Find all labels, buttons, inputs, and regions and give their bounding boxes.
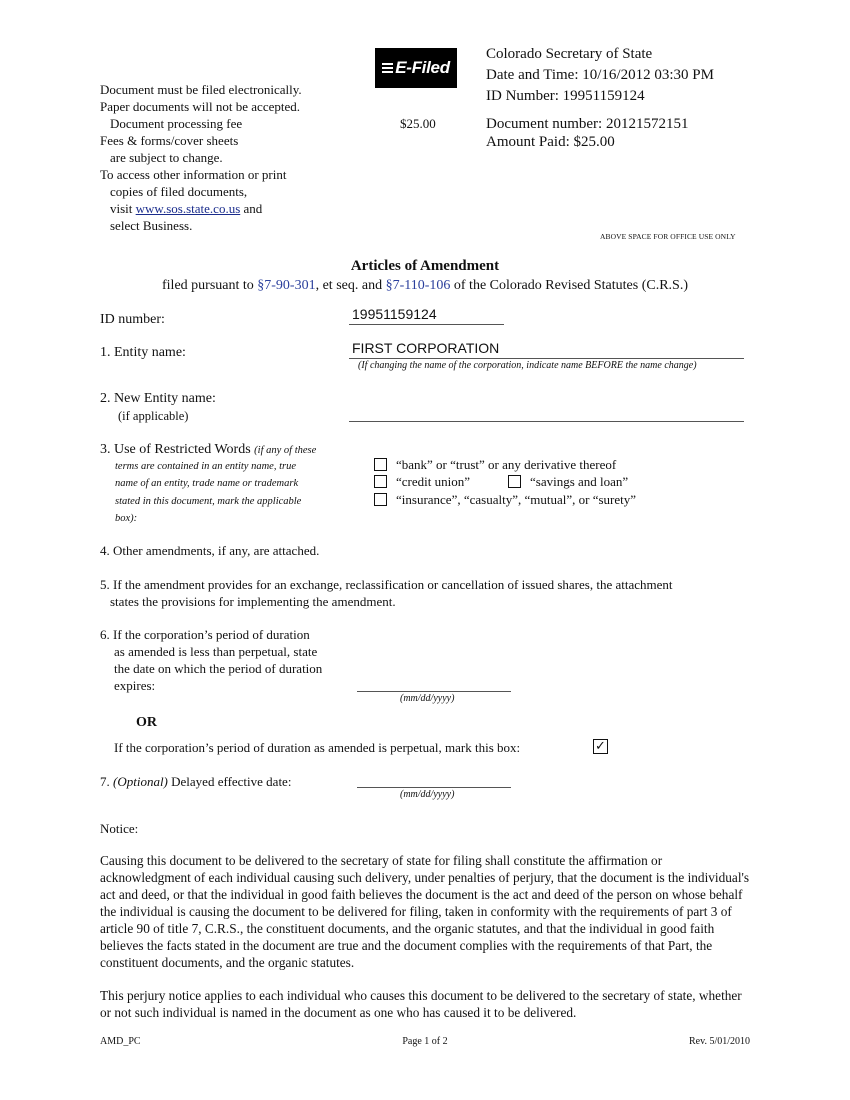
delayed-date-field[interactable]: [357, 787, 511, 788]
item-6-line-3: the date on which the period of duration: [114, 661, 323, 676]
new-entity-name-field[interactable]: [349, 421, 744, 422]
item-4-text: 4. Other amendments, if any, are attached.: [100, 543, 320, 558]
restricted-note-4: box):: [115, 512, 138, 524]
access-info-4: select Business.: [110, 218, 193, 233]
restricted-words-label: [100, 441, 316, 459]
logo-stripes-icon: [382, 63, 393, 73]
insurance-checkbox[interactable]: [374, 493, 387, 506]
bank-trust-checkbox[interactable]: [374, 458, 387, 471]
office-use-notice: ABOVE SPACE FOR OFFICE USE ONLY: [600, 232, 736, 241]
bank-trust-label: “bank” or “trust” or any derivative thereof: [396, 457, 617, 472]
insurance-label: “insurance”, “casualty”, “mutual”, or “surety”: [396, 492, 637, 507]
notice-heading: Notice:: [100, 821, 139, 836]
form-id: AMD_PC: [100, 1036, 141, 1047]
statute-ref-2: §7-110-106: [385, 278, 451, 293]
filed-id-number: ID Number: 19951159124: [486, 88, 645, 104]
subtitle-mid: , et seq. and: [315, 278, 383, 293]
item-7-text: Delayed effective date:: [171, 774, 292, 789]
savings-loan-label: “savings and loan”: [530, 474, 629, 489]
perpetual-checkbox[interactable]: ✓: [593, 739, 608, 754]
access-info-1: To access other information or print: [100, 167, 287, 182]
fees-note-2: are subject to change.: [110, 150, 223, 165]
savings-loan-checkbox[interactable]: [508, 475, 521, 488]
notice-paragraph-1: Causing this document to be delivered to the secretary of state for filing shall constitute the affirmation or acknowledgment of each individual causing such delivery, under penalties of perjury, that the document is the individual's act and deed, or that the individual in good faith believes the document is the act and deed of the person on whose behalf the individual is causing the document to be delivered for filing, taken in conformity with the requirements of part 3 of article 90 of title 7, C.R.S., the constituent documents, and the organic statutes, and that the individual in good faith believes the facts stated in the document are true and the document complies with the requirements of that Part, the constituent documents, and the organic statutes.: [100, 853, 750, 970]
item-6-line-2: as amended is less than perpetual, state: [114, 644, 318, 659]
new-entity-name-sublabel: (if applicable): [118, 409, 189, 423]
logo-text: E-Filed: [395, 58, 450, 77]
expiration-date-hint: (mm/dd/yyyy): [400, 693, 455, 704]
page-number: Page 1 of 2: [402, 1036, 448, 1047]
delayed-date-hint: (mm/dd/yyyy): [400, 789, 455, 800]
restricted-note-0: (if any of these: [254, 445, 317, 456]
restricted-note-2: name of an entity, trade name or trademark: [115, 478, 299, 490]
item-7-number: 7.: [100, 774, 110, 789]
restricted-note-3: stated in this document, mark the applicable: [115, 495, 302, 507]
statute-ref-1: §7-90-301: [257, 278, 316, 293]
processing-fee-amount: $25.00: [400, 116, 436, 131]
entity-name-hint: (If changing the name of the corporation, indicate name BEFORE the name change): [358, 360, 697, 371]
item-5-line-1: 5. If the amendment provides for an exchange, reclassification or cancellation of issued shares, the attachment: [100, 577, 673, 592]
filing-instruction-2: Paper documents will not be accepted.: [100, 99, 300, 114]
item-6-line-1: 6. If the corporation’s period of duration: [100, 627, 310, 642]
entity-name-label: 1. Entity name:: [100, 345, 186, 360]
new-entity-name-label: 2. New Entity name:: [100, 391, 216, 406]
expiration-date-field[interactable]: [357, 691, 511, 692]
perpetual-label: If the corporation’s period of duration as amended is perpetual, mark this box:: [114, 740, 521, 755]
item-7-optional: (Optional): [113, 774, 168, 789]
entity-name-field[interactable]: FIRST CORPORATION: [352, 340, 500, 356]
and-text: and: [243, 201, 263, 216]
id-number-label: ID number:: [100, 312, 165, 327]
entity-name-underline: [349, 358, 744, 359]
id-number-field[interactable]: 19951159124: [352, 306, 437, 322]
e-filed-logo: [375, 48, 457, 88]
or-separator: OR: [136, 715, 157, 730]
document-number: Document number: 20121572151: [486, 116, 689, 132]
document-subtitle: [0, 277, 850, 294]
sos-office-name: Colorado Secretary of State: [486, 46, 653, 62]
document-title: Articles of Amendment: [350, 258, 500, 274]
notice-paragraph-2: This perjury notice applies to each individual who causes this document to be delivered to the secretary of state, whether or not such individual is named in the document as one who has caused it to be delivered.: [100, 988, 742, 1020]
item-6-line-4: expires:: [114, 678, 156, 693]
sos-website-link[interactable]: www.sos.state.co.us: [135, 201, 241, 216]
subtitle-post: of the Colorado Revised Statutes (C.R.S.): [453, 278, 688, 293]
processing-fee-label: Document processing fee: [110, 116, 243, 131]
restricted-note: [115, 458, 301, 527]
fees-note-1: Fees & forms/cover sheets: [100, 133, 239, 148]
filed-datetime: Date and Time: 10/16/2012 03:30 PM: [486, 67, 714, 83]
revision-date: Rev. 5/01/2010: [688, 1036, 750, 1047]
restricted-words-title: 3. Use of Restricted Words: [100, 442, 251, 457]
access-info-2: copies of filed documents,: [110, 184, 248, 199]
subtitle-pre: filed pursuant to: [162, 278, 254, 293]
restricted-note-1: terms are contained in an entity name, true: [115, 461, 296, 472]
filing-instruction-1: Document must be filed electronically.: [100, 82, 302, 97]
visit-text: visit: [110, 201, 133, 216]
id-number-underline: [349, 324, 504, 325]
access-info-3: [110, 200, 262, 217]
credit-union-checkbox[interactable]: [374, 475, 387, 488]
credit-union-label: “credit union”: [396, 474, 470, 489]
item-5-line-2: states the provisions for implementing the amendment.: [110, 594, 396, 609]
item-7-label: [100, 773, 291, 790]
amount-paid: Amount Paid: $25.00: [486, 134, 615, 150]
